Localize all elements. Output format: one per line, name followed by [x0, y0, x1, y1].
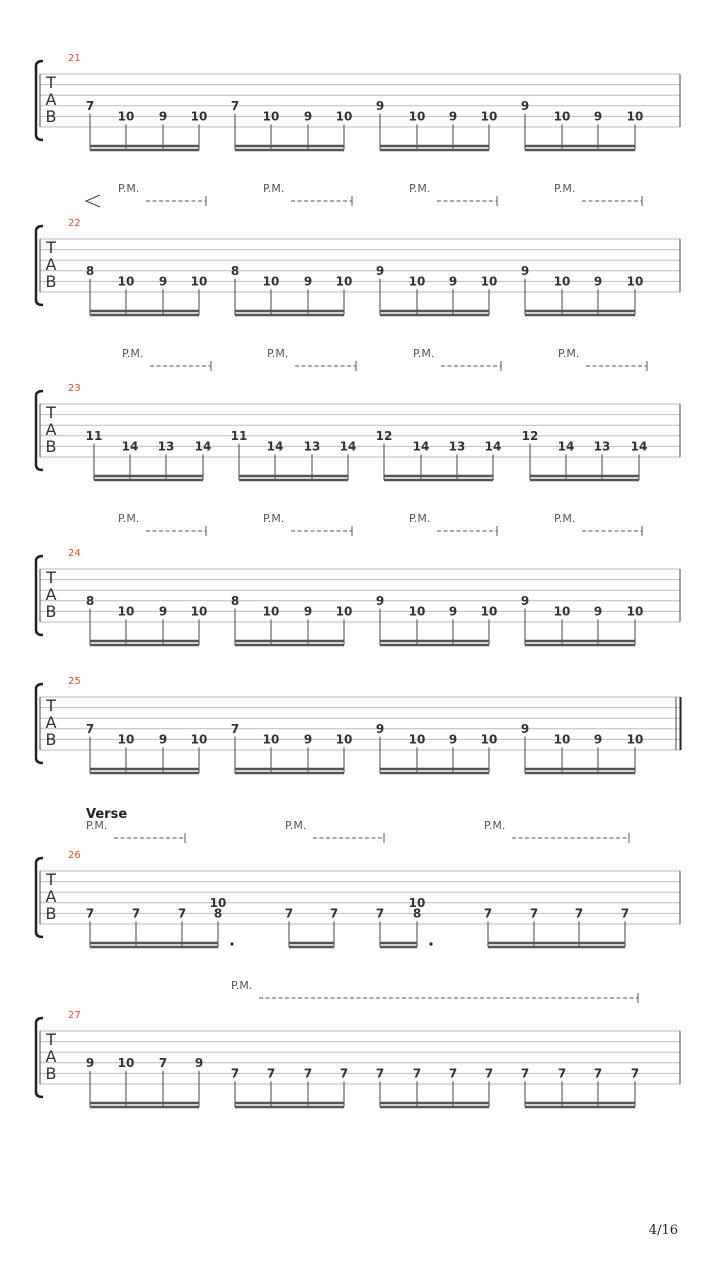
rhythm-dot [429, 942, 432, 945]
fret-number: 10 [626, 109, 644, 124]
palm-mute-label: P.M. [86, 819, 108, 832]
palm-mute-label: P.M. [484, 819, 506, 832]
fret-number: 10 [408, 604, 426, 619]
fret-number: 9 [593, 274, 603, 289]
fret-number: 9 [520, 721, 530, 736]
fret-number: 7 [412, 1066, 422, 1081]
palm-mute-label: P.M. [118, 512, 140, 525]
fret-number: 10 [190, 732, 208, 747]
fret-number: 10 [117, 109, 135, 124]
tab-clef-letter: T [46, 238, 56, 257]
fret-number: 10 [553, 274, 571, 289]
fret-number: 14 [339, 439, 357, 454]
fret-number: 10 [117, 732, 135, 747]
fret-number: 14 [412, 439, 430, 454]
fret-number: 10 [553, 109, 571, 124]
fret-number: 9 [593, 604, 603, 619]
fret-number: 10 [117, 1055, 135, 1070]
fret-number: 9 [448, 732, 458, 747]
fret-number: 7 [630, 1066, 640, 1081]
fret-number: 10 [209, 895, 227, 910]
fret-number: 10 [408, 895, 426, 910]
fret-number: 9 [158, 109, 168, 124]
fret-number: 8 [412, 906, 422, 921]
tab-clef-letter: B [45, 730, 57, 749]
fret-number: 7 [593, 1066, 603, 1081]
fret-number: 9 [520, 593, 530, 608]
fret-number: 9 [520, 98, 530, 113]
fret-number: 9 [303, 604, 313, 619]
fret-number: 8 [213, 906, 223, 921]
measure-number: 27 [68, 1010, 81, 1021]
fret-number: 13 [593, 439, 611, 454]
fret-number: 7 [574, 906, 584, 921]
fret-number: 7 [375, 906, 385, 921]
fret-number: 7 [329, 906, 339, 921]
fret-number: 7 [158, 1055, 168, 1070]
fret-number: 7 [529, 906, 539, 921]
fret-number: 7 [85, 98, 95, 113]
tab-clef-letter: T [46, 568, 56, 587]
fret-number: 14 [121, 439, 139, 454]
fret-number: 8 [230, 593, 240, 608]
fret-number: 8 [230, 263, 240, 278]
fret-number: 7 [303, 1066, 313, 1081]
fret-number: 7 [375, 1066, 385, 1081]
fret-number: 7 [177, 906, 187, 921]
fret-number: 9 [194, 1055, 204, 1070]
tab-clef-letter: B [45, 1064, 57, 1083]
tab-clef-letter: T [46, 403, 56, 422]
palm-mute-label: P.M. [554, 182, 576, 195]
fret-number: 9 [375, 263, 385, 278]
fret-number: 7 [484, 1066, 494, 1081]
palm-mute-label: P.M. [285, 819, 307, 832]
page-number: 4/16 [648, 1223, 678, 1238]
fret-number: 9 [448, 604, 458, 619]
measure-number: 22 [68, 218, 81, 229]
fret-number: 7 [85, 721, 95, 736]
fret-number: 9 [303, 732, 313, 747]
fret-number: 9 [303, 109, 313, 124]
fret-number: 9 [85, 1055, 95, 1070]
fret-number: 11 [85, 428, 103, 443]
fret-number: 10 [553, 604, 571, 619]
fret-number: 10 [480, 604, 498, 619]
tab-clef-letter: T [46, 1030, 56, 1049]
palm-mute-label: P.M. [558, 347, 580, 360]
tab-clef-letter: B [45, 437, 57, 456]
fret-number: 10 [626, 604, 644, 619]
fret-number: 10 [480, 274, 498, 289]
fret-number: 10 [408, 732, 426, 747]
measure-number: 24 [68, 548, 81, 559]
fret-number: 14 [266, 439, 284, 454]
fret-number: 13 [448, 439, 466, 454]
fret-number: 14 [484, 439, 502, 454]
fret-number: 7 [230, 1066, 240, 1081]
fret-number: 10 [262, 274, 280, 289]
fret-number: 10 [190, 604, 208, 619]
tab-clef-letter: B [45, 904, 57, 923]
fret-number: 9 [375, 721, 385, 736]
fret-number: 8 [85, 263, 95, 278]
fret-number: 10 [480, 109, 498, 124]
fret-number: 10 [190, 109, 208, 124]
fret-number: 12 [375, 428, 393, 443]
fret-number: 10 [335, 732, 353, 747]
fret-number: 14 [557, 439, 575, 454]
measure-number: 25 [68, 676, 81, 687]
fret-number: 10 [117, 274, 135, 289]
fret-number: 10 [553, 732, 571, 747]
fret-number: 10 [335, 274, 353, 289]
measure-number: 21 [68, 53, 81, 64]
tab-clef-letter: T [46, 870, 56, 889]
fret-number: 9 [375, 593, 385, 608]
tab-clef-letter: A [45, 713, 57, 732]
tab-clef-letter: A [45, 255, 57, 274]
fret-number: 7 [620, 906, 630, 921]
fret-number: 7 [284, 906, 294, 921]
fret-number: 9 [593, 732, 603, 747]
fret-number: 14 [194, 439, 212, 454]
fret-number: 9 [158, 274, 168, 289]
fret-number: 7 [557, 1066, 567, 1081]
fret-number: 7 [520, 1066, 530, 1081]
tab-clef-letter: A [45, 887, 57, 906]
fret-number: 14 [630, 439, 648, 454]
fret-number: 13 [157, 439, 175, 454]
fret-number: 7 [230, 98, 240, 113]
fret-number: 7 [266, 1066, 276, 1081]
fret-number: 9 [448, 109, 458, 124]
fret-number: 7 [339, 1066, 349, 1081]
tab-clef-letter: T [46, 696, 56, 715]
fret-number: 9 [375, 98, 385, 113]
fret-number: 9 [593, 109, 603, 124]
fret-number: 8 [85, 593, 95, 608]
palm-mute-label: P.M. [554, 512, 576, 525]
fret-number: 7 [483, 906, 493, 921]
fret-number: 10 [262, 109, 280, 124]
fret-number: 7 [230, 721, 240, 736]
fret-number: 10 [190, 274, 208, 289]
palm-mute-label: P.M. [409, 512, 431, 525]
fret-number: 7 [131, 906, 141, 921]
palm-mute-label: P.M. [409, 182, 431, 195]
fret-number: 11 [230, 428, 248, 443]
fret-number: 9 [448, 274, 458, 289]
tab-clef-letter: A [45, 585, 57, 604]
fret-number: 10 [626, 274, 644, 289]
tab-clef-letter: T [46, 73, 56, 92]
tab-clef-letter: B [45, 602, 57, 621]
section-label: Verse [86, 807, 128, 822]
rhythm-dot [230, 942, 233, 945]
measure-number: 26 [68, 850, 81, 861]
fret-number: 9 [158, 732, 168, 747]
fret-number: 10 [626, 732, 644, 747]
fret-number: 9 [520, 263, 530, 278]
fret-number: 10 [117, 604, 135, 619]
fret-number: 10 [408, 109, 426, 124]
fret-number: 10 [262, 732, 280, 747]
palm-mute-label: P.M. [263, 182, 285, 195]
palm-mute-label: P.M. [413, 347, 435, 360]
palm-mute-label: P.M. [263, 512, 285, 525]
palm-mute-label: P.M. [122, 347, 144, 360]
fret-number: 12 [521, 428, 539, 443]
fret-number: 7 [448, 1066, 458, 1081]
fret-number: 10 [480, 732, 498, 747]
fret-number: 10 [408, 274, 426, 289]
fret-number: 10 [262, 604, 280, 619]
palm-mute-label: P.M. [231, 979, 253, 992]
palm-mute-label: P.M. [118, 182, 140, 195]
tab-clef-letter: A [45, 420, 57, 439]
crescendo-hairpin [86, 195, 100, 207]
fret-number: 7 [85, 906, 95, 921]
fret-number: 10 [335, 109, 353, 124]
measure-number: 23 [68, 383, 81, 394]
fret-number: 13 [303, 439, 321, 454]
fret-number: 9 [158, 604, 168, 619]
palm-mute-label: P.M. [267, 347, 289, 360]
tab-clef-letter: A [45, 90, 57, 109]
tab-clef-letter: B [45, 272, 57, 291]
tab-clef-letter: A [45, 1047, 57, 1066]
fret-number: 9 [303, 274, 313, 289]
fret-number: 10 [335, 604, 353, 619]
tab-clef-letter: B [45, 107, 57, 126]
